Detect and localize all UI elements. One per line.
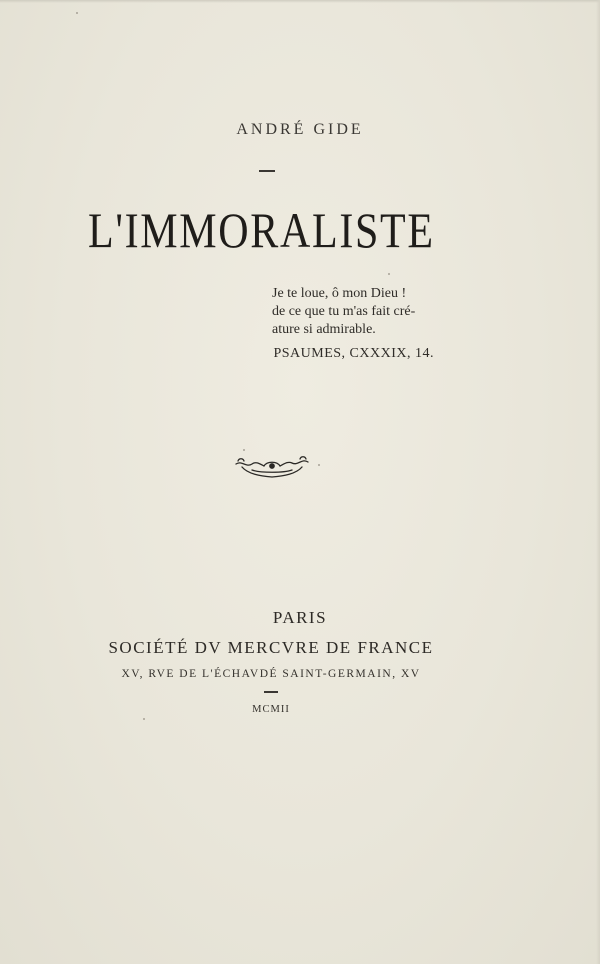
publication-year: MCMII xyxy=(252,704,290,715)
paper-speck xyxy=(318,464,320,466)
author-name: ANDRÉ GIDE xyxy=(236,121,364,138)
paper-speck xyxy=(388,273,390,275)
epigraph-line-1: Je te loue, ô mon Dieu ! xyxy=(272,286,407,301)
epigraph-line-2: de ce que tu m'as fait cré- xyxy=(272,304,416,319)
author-title-rule xyxy=(259,170,275,172)
paper-speck xyxy=(243,449,245,451)
paper-top-edge xyxy=(0,0,600,3)
epigraph-source: PSAUMES, CXXXIX, 14. xyxy=(273,346,434,361)
paper-speck xyxy=(143,718,145,720)
paper-right-edge xyxy=(596,0,600,964)
paper-speck xyxy=(76,12,78,14)
book-title: L'IMMORALISTE xyxy=(88,202,435,258)
imprint-publisher: SOCIÉTÉ DV MERCVRE DE FRANCE xyxy=(108,638,434,657)
imprint-city: PARIS xyxy=(272,608,328,627)
book-title-block xyxy=(88,200,458,260)
epigraph xyxy=(272,285,462,363)
printer-ornament-icon xyxy=(234,452,310,482)
imprint-rule xyxy=(264,691,278,693)
imprint-address: XV, RVE DE L'ÉCHAVDÉ SAINT-GERMAIN, XV xyxy=(121,668,421,680)
epigraph-line-3: ature si admirable. xyxy=(272,322,376,337)
